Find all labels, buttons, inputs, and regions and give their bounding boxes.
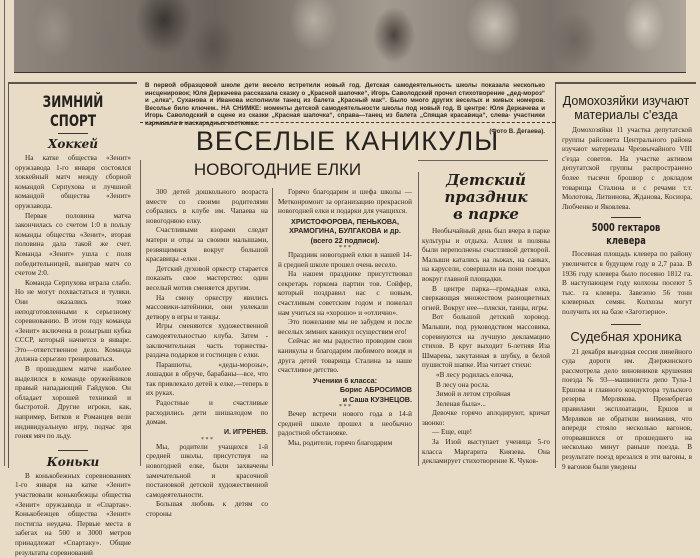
- right-column: [555, 82, 696, 471]
- paragraph: Игры сменяются художественной самодеятельностью клуба. Затем - заключительная часть торжества- раздача подарков и гостинцев с елки.: [146, 322, 268, 360]
- paragraph: Вот большой детский хоровод. Малыши, под руководством массовика, соревнуются на лучшую декламацию стихов. В круг выходит 6-летняя Иза Шмарева, закутанная в шубку, в белой пушистой шапке. Иза читает стихи:: [422, 313, 550, 370]
- paragraph: Счастливыми взорами следят матери и отцы за своими малышами, резвящимися вокруг большой красавицы -елки .: [146, 226, 268, 264]
- paragraph: На смену оркестру явились массовики-затейники, они увлекали детвору в игры и танцы.: [146, 293, 268, 321]
- paragraph: За Изой выступает ученица 5-го класса Маргарита Князева. Она декламирует стихотворение К. Чуков-: [422, 438, 550, 466]
- paragraph: В конькобежных соревнованиях 1-го января на катке «Зенит» участвовали конькобежцы общества «Зенит» оружзавода и «Спартак». Конькобежцев общества «Зенит» постигла неудача. Первые места в забегах на 500 и 3000 метров принадлежат «Спартаку». Общие результаты соревнований: [15, 471, 131, 557]
- section-title: ЗИМНИЙ СПОРТ: [42, 92, 104, 130]
- separator-stars: * * *: [339, 403, 351, 410]
- housewives-text: [556, 126, 696, 212]
- divider: [611, 217, 641, 218]
- paragraph: Домохозяйки 11 участка депутатской группы райсовета Центрального района изучают материалы Чрезвычайного VIII с'езда советов. На участке активом депутатской группы распространено более тысячи брошюр с докладом товарища Сталина и с речами т.т. Молотова, Литвинова, Жданова, Косиора, Любченко и Яковлева.: [562, 126, 692, 211]
- news-photo: [14, 0, 686, 73]
- park-article: [422, 172, 550, 467]
- column-rule: [272, 188, 273, 466]
- column-rule: [418, 172, 419, 466]
- hockey-heading: Хоккей: [48, 137, 98, 151]
- paragraph: Это пожелание мы не забудем и после веселых зимних каникул осуществим его!: [278, 318, 412, 336]
- paragraph: Праздник новогодней елки в нашей 14-й средней школе прошел очень весело.: [278, 251, 412, 269]
- skates-heading: Коньки: [46, 454, 100, 469]
- hockey-article: [9, 154, 137, 442]
- paragraph: Вечер встречи нового года в 14-й средней школе прошел в необычно радостной обстановке.: [278, 409, 412, 438]
- article-title: НОВОГОДНИЕ ЕЛКИ: [193, 160, 362, 179]
- paragraph: На катке общества «Зенит» оружзавода 1-го января состоялся хоккейный матч между сборной командой Серпухова и лучшной командой общества «Зенит» оружзавода.: [15, 154, 131, 210]
- park-title-line: Детский: [446, 171, 526, 189]
- paragraph: Первая половина матча закончилась со счетом 1:0 в пользу команды общества «Зенит», вторая половина дала такой же счет. Команда «Зенит» ушла с поля победительницей, выиграв матч со счетом 2:0.: [15, 211, 131, 278]
- park-text: [422, 227, 550, 467]
- poem-line: Зимой и летом стройная: [436, 390, 511, 399]
- students-label: Ученики 6 класса:: [312, 375, 378, 385]
- paragraph: Горячо благодарим и шефа школы —Метконромонт за организацию прекрасной новогодней елки и подарки для учащихся.: [278, 188, 412, 216]
- park-title-line: в парке: [453, 205, 519, 223]
- paragraph: 21 декабря выездная сессия линейного суда дороги им. Дзержинского рассмотрела дело виновников крушения поезда № 93—машиниста депо Тула-1 Ершова и главного кондуктора тульского резерва Мерлякова. Пренебрегая правилами эксплоатации, Ершов и Мерляков не обратили внимания, что впереди стояло несколько вагонов, оторвавшихся от прошедшего на несколько минут раньше поезда. В результате поезд врезался в эти вагоны, в 9 вагонов были уведены: [562, 347, 692, 471]
- paragraph: Мы, родители, горячо благодарим: [288, 438, 393, 447]
- photo-credit: (Фото В. Дегаева).: [489, 127, 545, 135]
- paragraph: В центре парка—громадная елка, сверкающая множеством разноцветных огней. Вокруг нее—пляски, танцы, игры.: [422, 284, 550, 312]
- court-heading: Судебная хроника: [570, 328, 682, 344]
- paragraph: Парашюты, «деды-морозы», лошадки в обруче, барабаны—все, что так привлекало детей к елке,—теперь в их руках.: [146, 360, 268, 398]
- rule: [418, 160, 548, 161]
- park-title-line: праздник: [444, 188, 528, 206]
- signers-count: (всего 22 подписи).: [310, 235, 380, 245]
- paragraph: Девочке горячо аплодируют, кричат звонко:: [422, 409, 550, 427]
- separator-stars: * * *: [201, 436, 213, 443]
- page-left-border: [4, 0, 5, 466]
- winter-sport-section: [8, 82, 137, 557]
- clover-text: [556, 250, 696, 317]
- poem-line: «В лесу родилась елочка,: [436, 370, 514, 379]
- paragraph: Большая любовь к детям со стороны: [146, 500, 268, 518]
- divider: [58, 133, 88, 134]
- author-signature: И. ИГРЕНЕВ.: [224, 428, 268, 436]
- caption-text: В первой образцовой школе дети весело встретили новый год. Детская самодеятельность школы показала несколько инсценировок; Юля Деркачева рассказала сказку о „Красной шапочке“, Игорь Саволодский прочел стихотворение „дед-мороз“ и „елка“, Суханова и Иванова исполнили танец из балета „Красный мак“. Было много других веселых и живых номеров. Весолье било ключем.. НА СНИМКЕ: моменты детской самодеятельности школы под новый год. В центре: Юля Деркачева и Игорь Саволодский в сцене из сказки „Красная шапочка“, справа—танец из балета „Спящая красавица“, слева- участники карнавала в маскарадных костюмах.: [145, 82, 545, 127]
- column-rule: [140, 160, 141, 466]
- poem-line: Зеленая была»...: [436, 399, 486, 408]
- divider: [58, 450, 88, 451]
- dashed-divider: [140, 122, 555, 123]
- paragraph: На нашем празднике присутствовал секретарь горкома партии тов. Сойфер, который поздравил нас с новым, счастливым советским годом и пожелал нам учиться на «хорошо» и «отлично».: [278, 270, 412, 317]
- new-year-col-2: [278, 188, 412, 448]
- paragraph: 300 детей дошкольного возраста вместе со своими родителями собрались в клубе им. Чапаева на новогоднюю елку.: [146, 188, 268, 225]
- paragraph: Мы, родители учащихся 1-й средней школы, присутствуя на новогодней елке, были захвачены замечательной и красочной постановкой детской художественной самодеятельности.: [146, 442, 268, 499]
- paragraph: — Еще, еще!: [432, 428, 473, 437]
- divider: [611, 324, 641, 325]
- separator-stars: * * *: [339, 245, 351, 251]
- paragraph: Сейчас же мы радостно проводим свои каникулы и благодарим любимого вождя и друга детей товарища Сталина за наше счастливое детство.: [278, 337, 412, 375]
- housewives-heading: Домохозяйки изучают материалы с'езда: [562, 94, 690, 122]
- paragraph: Необычайный день был вчера в парке культуры и отдыха. Аллеи и поляны были переполнены счастливой детворой. Малыши катались на лыжах, на санках, на карусели, совершали на пони поездки вокруг главной площадки.: [422, 227, 550, 283]
- student-name: Борис АБРОСИМОВ: [339, 385, 412, 395]
- skates-article: [9, 472, 137, 558]
- signers: ХРИСТОФОРОВА, ПЕНЬКОВА, ХРАМОГИНА, БУЛГАКОВА и др.: [289, 216, 401, 236]
- court-text: [556, 348, 696, 473]
- paragraph: Радостные и счастливые расходились дети шишалодом по домам.: [146, 399, 268, 427]
- paragraph: Команда Серпухова играла слабо. Но не могут похвастаться и туляки. Они оказались тоже неподготовленными к серьезному соревнованию. В этом году команда «Зенит» включена в розыгрыш кубка СССР, который начнется в январе. Это—ответственное дело. Команда должна серьезно тренироваться.: [15, 278, 131, 364]
- paragraph: Детский духовой оркестр старается показать свое мастерство: один веселый мотив сменяется другим.: [146, 264, 268, 292]
- poem-line: В лесу она росла.: [436, 380, 490, 389]
- paragraph: Посевная площадь клевера по району увеличится в будущем году в 2,7 раза. В 1936 году клевера было посеяно 1812 га. В наступающем году колхозы посеют 5 тыс. га клевера. Завезено 56 тонн клеверных семян. Колхозы могут получить их на базе «Заготзерно».: [562, 250, 692, 316]
- new-year-col-1: [146, 188, 268, 520]
- student-name: и Саша КУЗНЕЦОВ.: [342, 394, 412, 404]
- main-headline: ВЕСЕЛЫЕ КАНИКУЛЫ: [195, 126, 500, 156]
- paragraph: В прошедшем матче наиболее выделился в команде оружейников правый нападающий Гайдуков. Он обладает хорошей техникой и быстротой. Другие игроки, как, например, Битков и Романцев вели индивидуальную игру, подчас зря гоняя мяч по льду.: [15, 365, 131, 441]
- clover-heading: 5000 гектаров клевера: [591, 221, 661, 248]
